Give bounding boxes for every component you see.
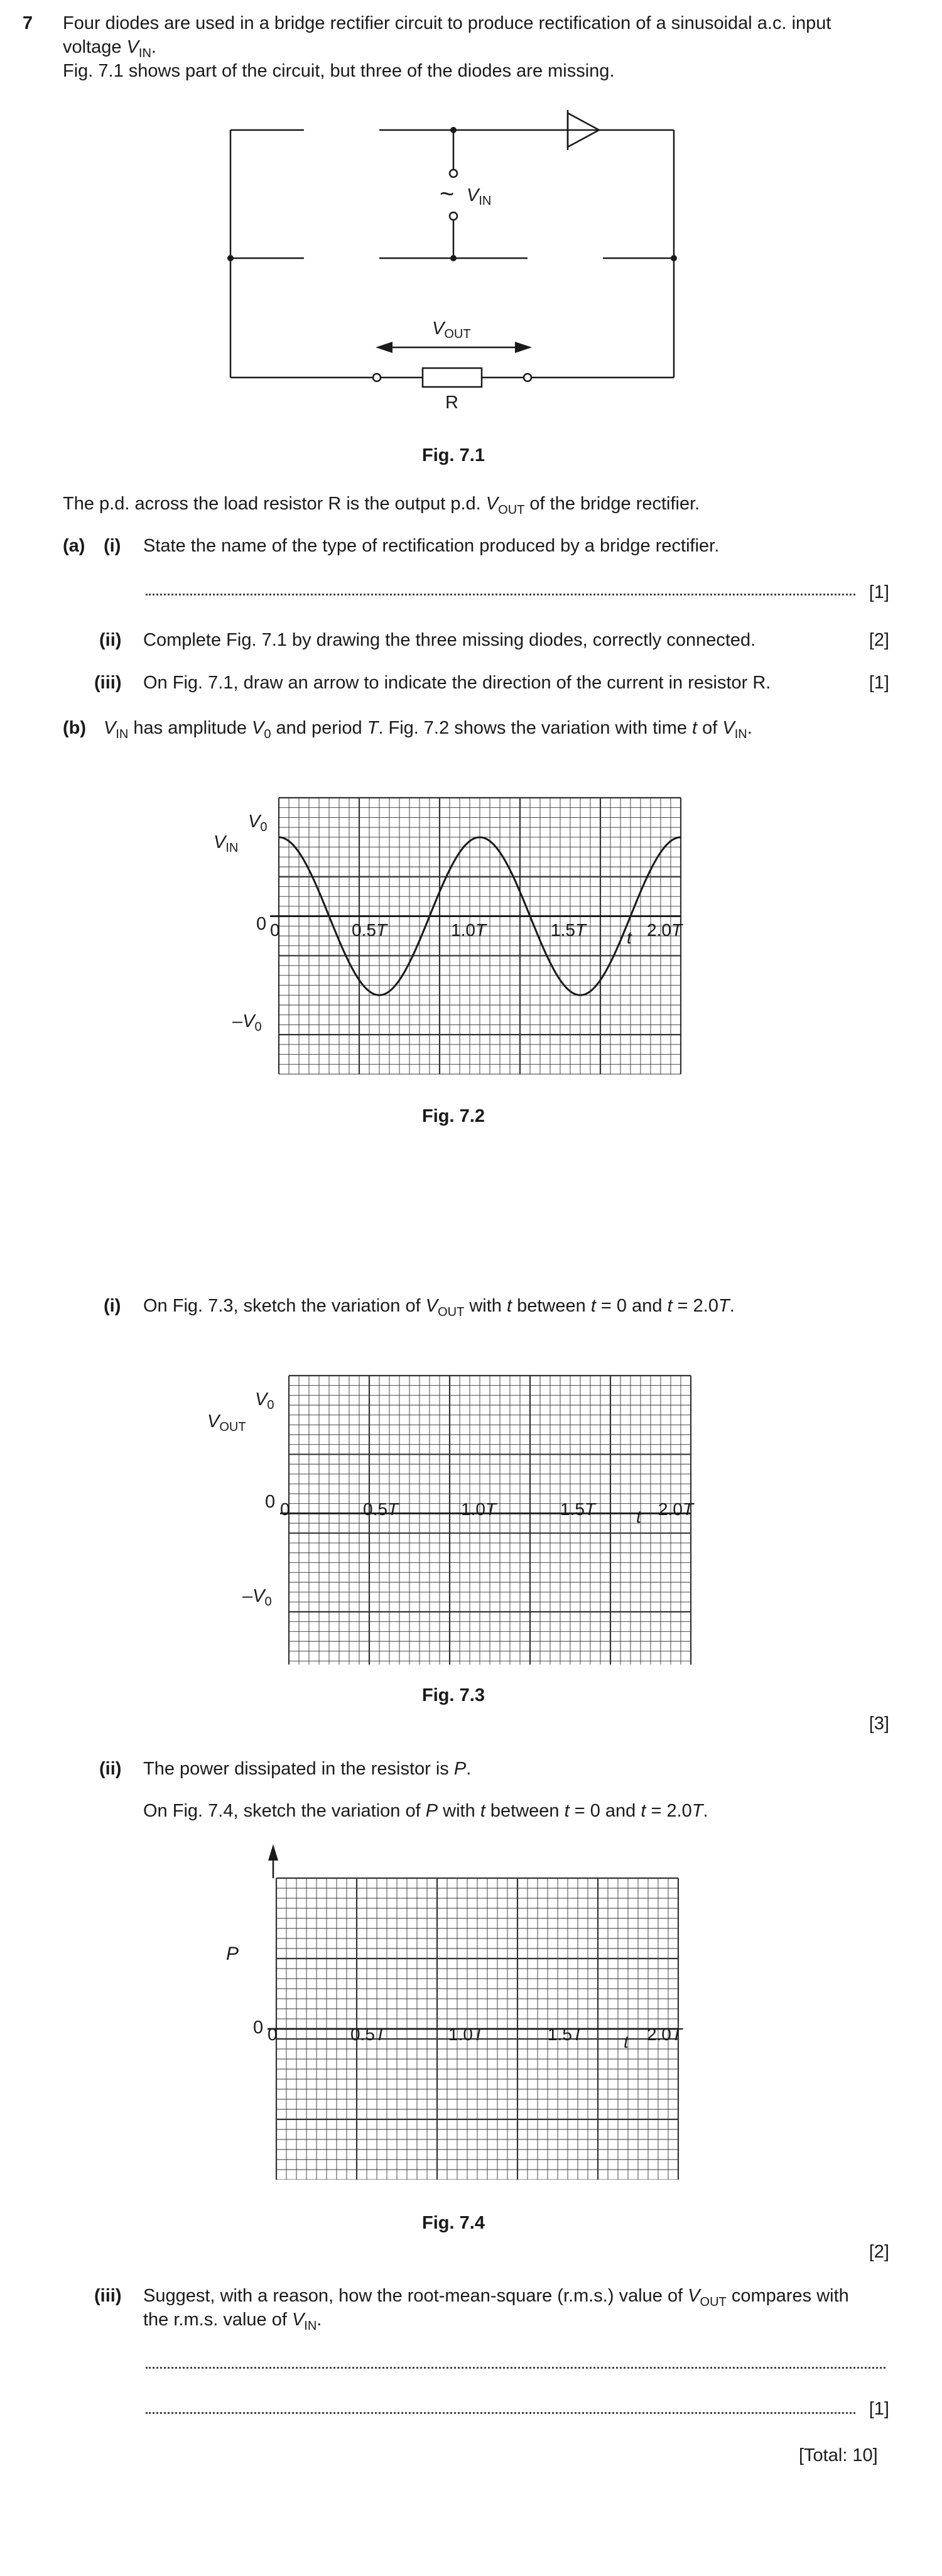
fig-7-1-caption: Fig. 7.1 bbox=[422, 445, 485, 465]
load-resistor-statement: The p.d. across the load resistor R is the output p.d. $V_{OUT}$ of the bridge rectifier. bbox=[63, 494, 700, 517]
y-axis-label-p: P bbox=[226, 1943, 239, 1964]
intro-line-2: voltage $V_{IN}$. bbox=[63, 37, 156, 60]
svg-text:t: t bbox=[624, 2032, 629, 2052]
intro-line-3: Fig. 7.1 shows part of the circuit, but three of the diodes are missing. bbox=[63, 61, 615, 81]
fig-7-3-graph[interactable] bbox=[0, 1338, 942, 1665]
fig-7-3-grid bbox=[280, 1376, 691, 1665]
y-tick-v0: $V_0$ bbox=[248, 812, 268, 834]
svg-text:2.0T: 2.0T bbox=[647, 2024, 683, 2044]
fig-7-4-caption: Fig. 7.4 bbox=[422, 2213, 485, 2233]
fig-7-2-caption: Fig. 7.2 bbox=[422, 1106, 485, 1126]
y-axis-label-vout: $V_{OUT}$ bbox=[207, 1411, 246, 1434]
mark-a-ii: [2] bbox=[869, 630, 889, 650]
svg-text:1.5T: 1.5T bbox=[548, 2024, 583, 2044]
svg-text:1.5T: 1.5T bbox=[551, 920, 587, 940]
svg-text:0.5T: 0.5T bbox=[363, 1499, 399, 1519]
intro-line-1: Four diodes are used in a bridge rectifier circuit to produce rectification of a sinusoidal a.c. input bbox=[63, 13, 831, 33]
part-b-i-label: (i) bbox=[104, 1296, 121, 1316]
resistor-label: R bbox=[445, 393, 458, 413]
svg-text:t: t bbox=[627, 928, 632, 947]
svg-text:0.5T: 0.5T bbox=[350, 2024, 386, 2044]
y-tick-zero: 0 bbox=[265, 1492, 276, 1512]
part-a-i-text: State the name of the type of rectification produced by a bridge rectifier. bbox=[143, 536, 720, 556]
y-tick-minus-v0: $-V_0$ bbox=[232, 1011, 262, 1034]
fig-7-4-graph[interactable] bbox=[0, 1840, 942, 2180]
svg-text:1.0T: 1.0T bbox=[448, 2024, 484, 2044]
part-b-ii-line1: The power dissipated in the resistor is P. bbox=[143, 1759, 472, 1779]
part-b-text: $V_{IN}$ has amplitude $V_0$ and period T. Fig. 7.2 shows the variation with time t of $V_{IN}$. bbox=[104, 718, 752, 741]
question-number: 7 bbox=[23, 13, 33, 33]
svg-text:VIN: $V_{IN}$ bbox=[467, 185, 492, 208]
svg-text:0: 0 bbox=[280, 1499, 290, 1519]
svg-text:0: 0 bbox=[268, 2024, 278, 2044]
svg-text:1.5T: 1.5T bbox=[560, 1499, 596, 1519]
answer-line-a-i[interactable] bbox=[146, 594, 855, 595]
fig-7-3-caption: Fig. 7.3 bbox=[422, 1685, 485, 1705]
mark-a-iii: [1] bbox=[869, 673, 889, 693]
svg-text:1.0T: 1.0T bbox=[461, 1499, 497, 1519]
part-b-iii-line2: the r.m.s. value of $V_{IN}$. bbox=[143, 2310, 322, 2333]
part-b-iii-line1: Suggest, with a reason, how the root-mean-square (r.m.s.) value of $V_{OUT}$ compares with bbox=[143, 2286, 849, 2309]
svg-text:t: t bbox=[636, 1507, 641, 1526]
svg-text:0.5T: 0.5T bbox=[352, 920, 387, 940]
p-axis-arrow bbox=[268, 1844, 278, 1861]
svg-text:1.0T: 1.0T bbox=[451, 920, 487, 940]
part-a-ii-text: Complete Fig. 7.1 by drawing the three missing diodes, correctly connected. bbox=[143, 630, 756, 650]
part-a-label: (a) bbox=[63, 536, 85, 556]
y-tick-minus-v0: $-V_0$ bbox=[242, 1586, 272, 1609]
answer-line-b-iii-2[interactable] bbox=[146, 2412, 855, 2414]
svg-text:2.0T: 2.0T bbox=[647, 920, 683, 940]
svg-text:0: 0 bbox=[270, 920, 280, 940]
svg-text:VOUT: $V_{OUT}$ bbox=[432, 318, 471, 341]
mark-b-iii: [1] bbox=[869, 2399, 889, 2419]
part-b-i-text: On Fig. 7.3, sketch the variation of $V_{OUT}$ with t between t = 0 and t = 2.0T. bbox=[143, 1296, 735, 1319]
mark-a-i: [1] bbox=[869, 582, 889, 602]
fig-7-2-graph bbox=[0, 785, 942, 1087]
answer-line-b-iii-1[interactable] bbox=[146, 2367, 885, 2369]
y-tick-zero: 0 bbox=[256, 914, 267, 934]
y-tick-zero: 0 bbox=[253, 2018, 264, 2038]
part-b-ii-label: (ii) bbox=[99, 1759, 122, 1779]
part-b-ii-line2: On Fig. 7.4, sketch the variation of P with t between t = 0 and t = 2.0T. bbox=[143, 1801, 708, 1821]
part-a-iii-text: On Fig. 7.1, draw an arrow to indicate the direction of the current in resistor R. bbox=[143, 673, 771, 693]
total-marks: [Total: 10] bbox=[799, 2445, 878, 2465]
part-a-iii-label: (iii) bbox=[94, 673, 122, 693]
svg-text:2.0T: 2.0T bbox=[658, 1499, 694, 1519]
fig-7-1-circuit bbox=[0, 0, 942, 440]
mark-b-ii: [2] bbox=[869, 2242, 889, 2262]
part-b-iii-label: (iii) bbox=[94, 2286, 122, 2306]
mark-b-i: [3] bbox=[869, 1714, 889, 1734]
part-b-label: (b) bbox=[63, 718, 87, 738]
y-axis-label-vin: $V_{IN}$ bbox=[214, 832, 239, 855]
part-a-ii-label: (ii) bbox=[99, 630, 122, 650]
part-a-i-label: (i) bbox=[104, 536, 121, 556]
ac-source-symbol: ~ bbox=[440, 180, 455, 208]
y-tick-v0: $V_0$ bbox=[255, 1389, 274, 1412]
